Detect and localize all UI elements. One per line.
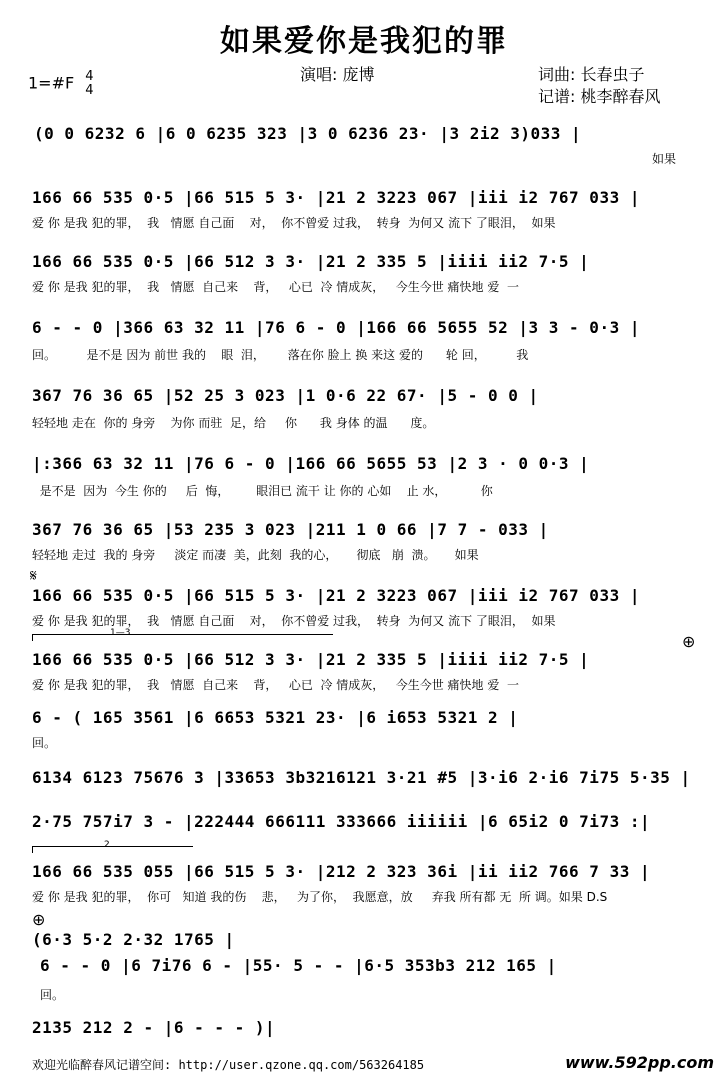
lyric-row: 爱 你 是我 犯的罪， 你可 知道 我的伤 悲， 为了你， 我愿意，放 弃我 所有都 无 所 调。如果 D.S <box>32 890 608 904</box>
notation-row: 166 66 535 0·5 |66 515 5 3· |21 2 3223 067 |iii i2 767 033 | <box>32 188 640 207</box>
time-bottom: 4 <box>85 83 94 98</box>
song-title: 如果爱你是我犯的罪 <box>220 24 508 59</box>
volta-1-label: 1—3 <box>110 628 131 638</box>
lyric-row: 爱 你 是我 犯的罪， 我 情愿 自己面 对， 你不曾爱 过我， 转身 为何又 流下 了眼泪， 如果 <box>32 614 556 628</box>
lyric-row: 轻轻地 走在 你的 身旁 为你 而驻 足，给 你 我 身体 的温 度。 <box>32 416 435 430</box>
volta-2-label: 2 <box>104 840 110 850</box>
time-signature <box>85 70 93 98</box>
composer-credit: 词曲: 长春虫子 <box>538 65 645 84</box>
notation-row: 6134 6123 75676 3 |33653 3b3216121 3·21 #5 |3·i6 2·i6 7i75 5·35 | <box>32 768 691 787</box>
notation-row: 2135 212 2 - |6 - - - )| <box>32 1018 276 1037</box>
notation-row: 6 - - 0 |366 63 32 11 |76 6 - 0 |166 66 5655 52 |3 3 - 0·3 | <box>32 318 640 337</box>
lyric-row: 是不是 因为 今生 你的 后 悔， 眼泪已 流干 让 你的 心如 止 水， 你 <box>32 484 493 498</box>
key-signature <box>28 70 94 98</box>
coda-sign: ⊕ <box>32 910 46 929</box>
segno-sign: 𝄋 <box>30 566 37 585</box>
notation-row: (6·3 5·2 2·32 1765 | <box>32 930 235 949</box>
notation-row: 166 66 535 0·5 |66 512 3 3· |21 2 335 5 |iiii ii2 7·5 | <box>32 252 590 271</box>
notation-row: 166 66 535 055 |66 515 5 3· |212 2 323 36i |ii ii2 766 7 33 | <box>32 862 651 881</box>
lyric-row: 回。 是不是 因为 前世 我的 眼 泪， 落在你 脸上 换 来这 爱的 轮 回， 我 <box>32 348 529 362</box>
coda-sign: ⊕ <box>682 632 696 651</box>
notation-row: 166 66 535 0·5 |66 512 3 3· |21 2 335 5 |iiii ii2 7·5 | <box>32 650 590 669</box>
lyric-row: 回。 <box>40 988 65 1002</box>
transcriber-credit: 记谱: 桃李醉春风 <box>538 87 661 106</box>
lyric-row: 回。 <box>32 736 57 750</box>
notation-row: 2·75 757i7 3 - |222444 666111 333666 iiiiii |6 65i2 0 7i73 :| <box>32 812 651 831</box>
notation-row: 367 76 36 65 |52 25 3 023 |1 0·6 22 67· |5 - 0 0 | <box>32 386 539 405</box>
footer-welcome: 欢迎光临醉春风记谱空间: http://user.qzone.qq.com/563264185 <box>32 1058 425 1072</box>
notation-row: 367 76 36 65 |53 235 3 023 |211 1 0 66 |7 7 - 033 | <box>32 520 549 539</box>
notation-row: (0 0 6232 6 |6 0 6235 323 |3 0 6236 23· |3 2i2 3)033 | <box>34 124 582 143</box>
notation-row: 6 - ( 165 3561 |6 6653 5321 23· |6 i653 5321 2 | <box>32 708 519 727</box>
volta-2-bracket <box>32 846 193 853</box>
singer-credit: 演唱: 庞博 <box>300 65 375 84</box>
lyric-row: 爱 你 是我 犯的罪， 我 情愿 自己来 背， 心已 冷 情成灰， 今生今世 痛快地 爱 一 <box>32 678 519 692</box>
key-label: 1=#F <box>28 73 75 93</box>
lyric-row: 轻轻地 走过 我的 身旁 淡定 而凄 美，此刻 我的心， 彻底 崩 溃。 如果 <box>32 548 479 562</box>
notation-row: 166 66 535 0·5 |66 515 5 3· |21 2 3223 067 |iii i2 767 033 | <box>32 586 640 605</box>
notation-row: 6 - - 0 |6 7i76 6 - |55· 5 - - |6·5 353b3 212 165 | <box>40 956 557 975</box>
volta-1-bracket <box>32 634 333 641</box>
lyric-row: 爱 你 是我 犯的罪， 我 情愿 自己来 背， 心已 冷 情成灰， 今生今世 痛快地 爱 一 <box>32 280 519 294</box>
time-top: 4 <box>85 69 94 84</box>
site-watermark: www.592pp.com <box>565 1053 714 1072</box>
notation-row: |:366 63 32 11 |76 6 - 0 |166 66 5655 53 |2 3 · 0 0·3 | <box>32 454 590 473</box>
lyric-row: 爱 你 是我 犯的罪， 我 情愿 自己面 对， 你不曾爱 过我， 转身 为何又 流下 了眼泪， 如果 <box>32 216 556 230</box>
lyric-tail: 如果 <box>652 152 677 166</box>
